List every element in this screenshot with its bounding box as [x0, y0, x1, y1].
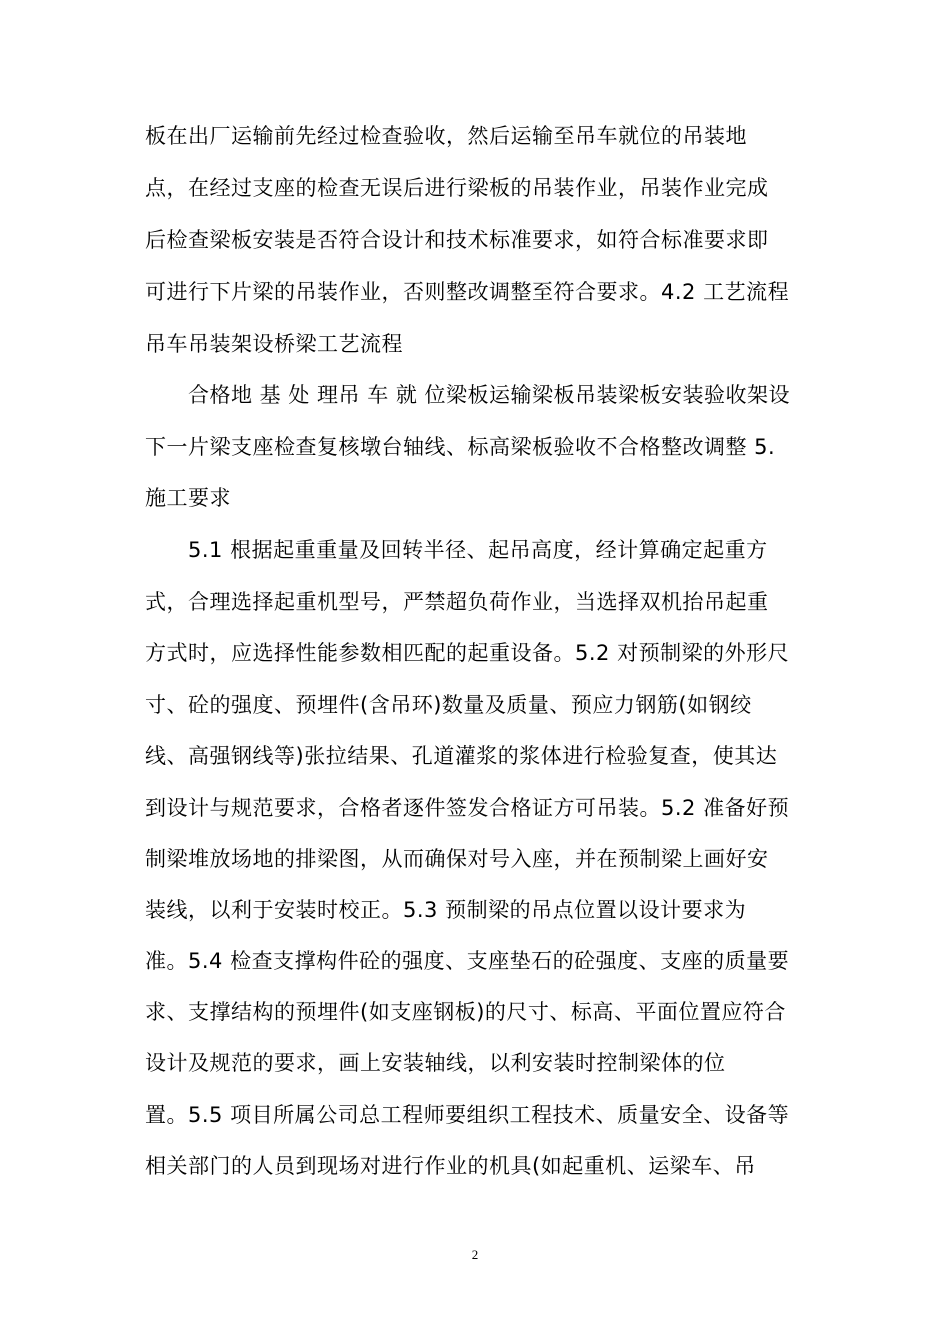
text-line: 后检查梁板安装是否符合设计和技术标准要求，如符合标准要求即: [145, 228, 769, 252]
text-line: 置。5.5 项目所属公司总工程师要组织工程技术、质量安全、设备等: [145, 1103, 790, 1127]
text-line: 设计及规范的要求，画上安装轴线，以利安装时控制梁体的位: [145, 1051, 726, 1075]
text-line: 求、支撑结构的预埋件(如支座钢板)的尺寸、标高、平面位置应符合: [145, 1000, 786, 1024]
text-line: 寸、砼的强度、预埋件(含吊环)数量及质量、预应力钢筋(如钢绞: [145, 693, 752, 717]
text-line: 制梁堆放场地的排梁图，从而确保对号入座，并在预制梁上画好安: [145, 847, 769, 871]
text-line: 点，在经过支座的检查无误后进行梁板的吊装作业，吊装作业完成: [145, 176, 769, 200]
text-line: 式，合理选择起重机型号，严禁超负荷作业，当选择双机抬吊起重: [145, 590, 769, 614]
text-line: 吊车吊装架设桥梁工艺流程: [145, 332, 403, 356]
text-line: 下一片梁支座检查复核墩台轴线、标高梁板验收不合格整改调整 5.: [145, 435, 776, 459]
text-line: 合格地 基 处 理吊 车 就 位梁板运输梁板吊装梁板安装验收架设: [188, 383, 791, 407]
text-line: 准。5.4 检查支撑构件砼的强度、支座垫石的砼强度、支座的质量要: [145, 949, 790, 973]
text-line: 装线，以利于安装时校正。5.3 预制梁的吊点位置以设计要求为: [145, 898, 747, 922]
text-line: 相关部门的人员到现场对进行作业的机具(如起重机、运梁车、吊: [145, 1154, 756, 1178]
text-line: 方式时，应选择性能参数相匹配的起重设备。5.2 对预制梁的外形尺: [145, 641, 790, 665]
text-line: 线、高强钢线等)张拉结果、孔道灌浆的浆体进行检验复查，使其达: [145, 744, 778, 768]
text-line: 施工要求: [145, 486, 231, 510]
page-number: 2: [471, 1247, 479, 1262]
text-line: 5.1 根据起重重量及回转半径、起吊高度，经计算确定起重方: [188, 538, 768, 562]
text-line: 到设计与规范要求，合格者逐件签发合格证方可吊装。5.2 准备好预: [145, 796, 790, 820]
text-line: 可进行下片梁的吊装作业，否则整改调整至符合要求。4.2 工艺流程: [145, 280, 790, 304]
text-line: 板在出厂运输前先经过检查验收，然后运输至吊车就位的吊装地: [145, 124, 747, 148]
